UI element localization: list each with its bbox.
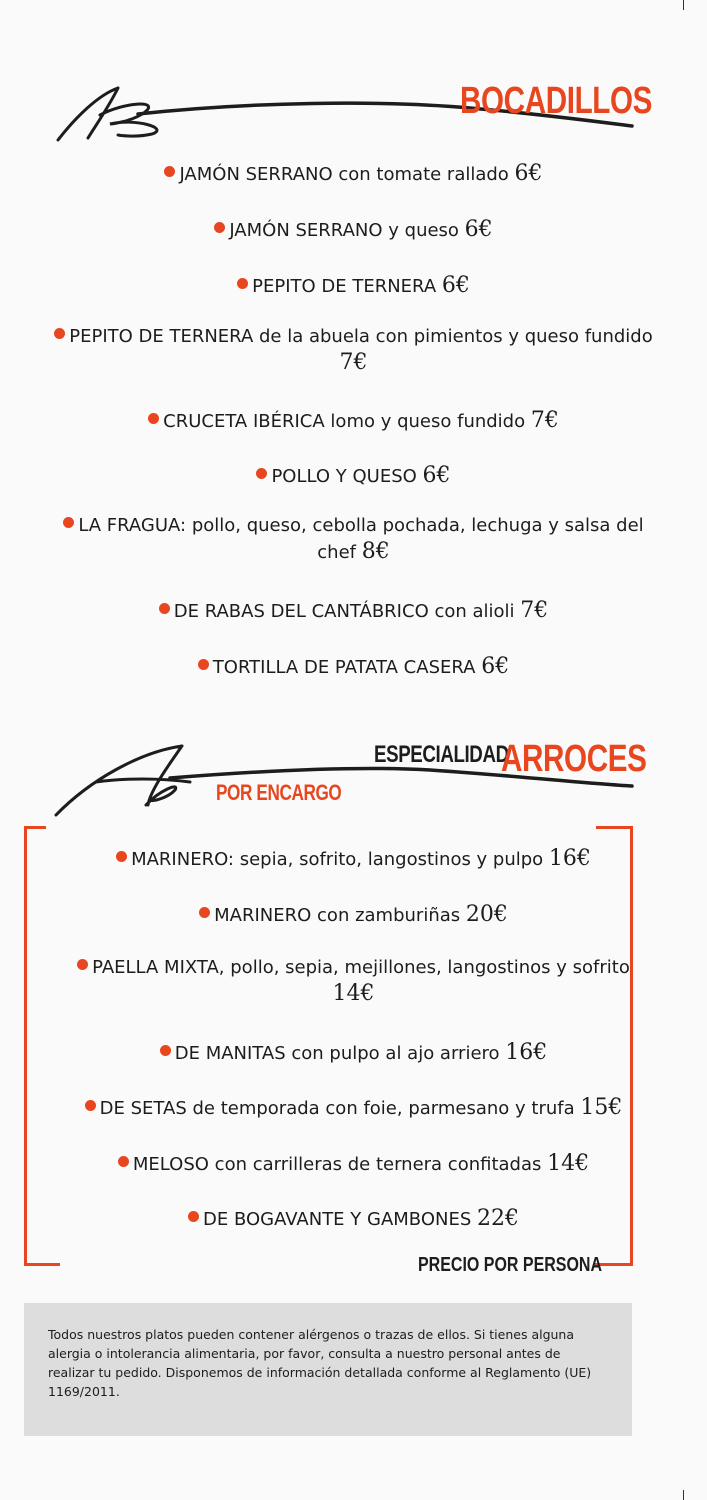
item-price: 14€ (332, 981, 375, 1006)
item-name: POLLO Y QUESO (271, 466, 417, 487)
menu-item (40, 1206, 667, 1233)
item-description: con pulpo al ajo arriero (285, 1043, 506, 1064)
menu-item (40, 846, 667, 873)
item-price: 22€ (477, 1206, 519, 1231)
bullet-icon (77, 959, 88, 970)
allergen-disclaimer: Todos nuestros platos pueden contener alérgenos o trazas de ellos. Si tienes alguna alergia o intolerancia alimentaria, por favor, consulta a nuestro personal antes de realizar tu pedido. Disponemos de información detallada conforme al Reglamento (UE) 1169/2011. (24, 1303, 632, 1436)
bullet-icon (116, 851, 127, 862)
item-name: MELOSO (132, 1154, 209, 1175)
item-description: pollo, queso, cebolla pochada, lechuga y salsa del chef (186, 515, 644, 563)
item-price: 8€ (361, 539, 390, 564)
item-name: PEPITO DE TERNERA (252, 276, 437, 297)
item-description: lomo y queso fundido (324, 411, 531, 432)
frame-top-left-h (24, 826, 46, 829)
item-name: JAMÓN SERRANO (229, 220, 383, 241)
item-price: 15€ (580, 1095, 623, 1120)
bocadillos-title: BOCADILLOS (460, 80, 653, 122)
item-name: PAELLA MIXTA, (92, 957, 225, 978)
item-price: 7€ (530, 408, 559, 433)
item-description: con tomate rallado (332, 164, 515, 185)
item-description: de temporada con foie, parmesano y trufa (186, 1098, 581, 1119)
item-description: pollo, sepia, mejillones, langostinos y sofrito (224, 957, 630, 978)
item-name: TORTILLA DE PATATA CASERA (212, 657, 476, 678)
item-price: 6€ (514, 161, 543, 186)
item-price: 20€ (465, 902, 508, 927)
menu-item (40, 1151, 667, 1178)
item-price: 6€ (441, 273, 470, 298)
item-price: 16€ (505, 1040, 548, 1065)
menu-item (40, 1040, 667, 1067)
bullet-icon (188, 1211, 199, 1222)
item-price: 6€ (481, 654, 510, 679)
item-price: 7€ (520, 598, 549, 623)
item-name: LA FRAGUA: (78, 515, 187, 536)
price-per-person-label: PRECIO POR PERSONA (418, 1254, 603, 1276)
item-name: DE SETAS (99, 1098, 187, 1119)
item-description: y queso (382, 220, 465, 241)
item-name: DE BOGAVANTE Y GAMBONES (202, 1209, 472, 1230)
item-description: con zamburiñas (311, 905, 466, 926)
item-name: JAMÓN SERRANO (179, 164, 333, 185)
bullet-icon (160, 1045, 171, 1056)
frame-top-right-h (596, 826, 633, 829)
item-description: de la abuela con pimientos y queso fundido (253, 326, 653, 347)
arroces-title: ARROCES (501, 738, 647, 780)
frame-bottom-left-h (24, 1263, 60, 1266)
item-name: MARINERO (214, 905, 312, 926)
item-name: MARINERO: (131, 849, 234, 870)
bullet-icon (118, 1156, 129, 1167)
frame-left-v (24, 826, 27, 1266)
item-price: 6€ (464, 217, 493, 242)
bullet-icon (85, 1100, 96, 1111)
menu-item (74, 955, 634, 1008)
item-price: 7€ (339, 350, 368, 375)
item-name: DE MANITAS (174, 1043, 286, 1064)
menu-item (40, 1095, 667, 1122)
item-name: PEPITO DE TERNERA (69, 326, 254, 347)
item-description: sepia, sofrito, langostinos y pulpo (234, 849, 549, 870)
bullet-icon (199, 907, 210, 918)
item-name: DE RABAS DEL CANTÁBRICO (173, 601, 429, 622)
crop-mark-bottom (683, 1490, 684, 1500)
item-price: 16€ (548, 846, 591, 871)
item-price: 6€ (422, 463, 451, 488)
menu-item (40, 902, 667, 929)
arroces-subtitle: POR ENCARGO (216, 780, 342, 805)
item-price: 14€ (547, 1151, 590, 1176)
item-name: CRUCETA IBÉRICA (163, 411, 325, 432)
item-description: con alioli (428, 601, 521, 622)
item-description: con carrilleras de ternera confitadas (208, 1154, 548, 1175)
arroces-prefix: ESPECIALIDAD (374, 741, 509, 768)
